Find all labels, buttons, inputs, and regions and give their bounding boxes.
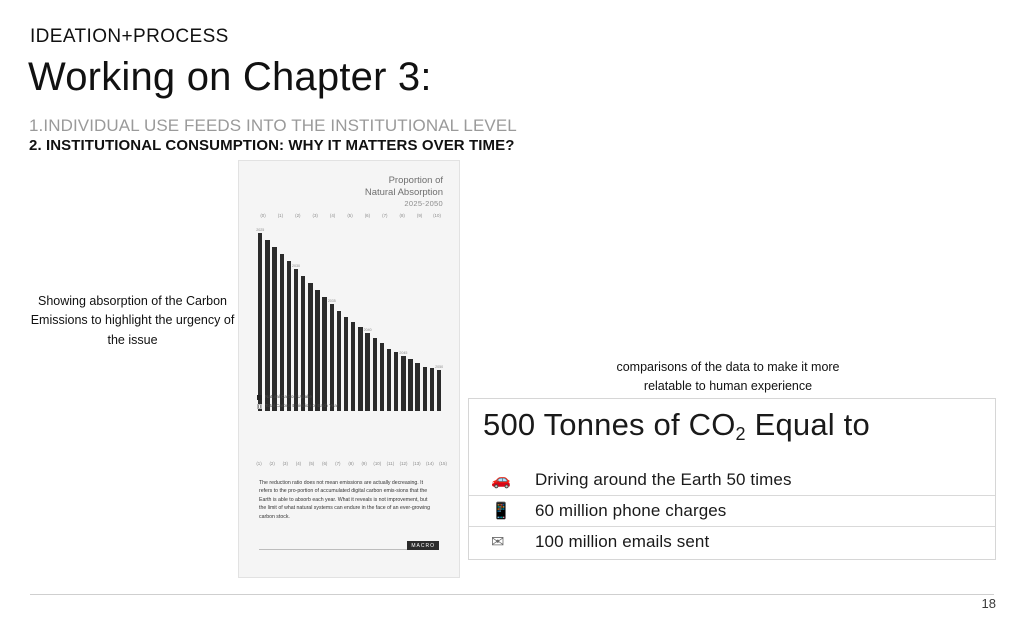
comparison-title-subscript: 2 [735,424,746,444]
chart-legend [257,393,338,410]
chart-top-percent-label: (6) [364,213,371,218]
chart-bar-fill [265,240,269,411]
chart-area [257,213,443,413]
chart-top-percent-label: (2) [295,213,301,218]
chart-bar [380,343,384,411]
chart-top-percent-axis [257,213,443,222]
footer-divider [30,594,994,595]
chart-poster [238,160,460,578]
car-icon: 🚗 [491,472,511,489]
poster-stamp: MACRO [407,541,439,550]
chart-bar [415,363,419,411]
chart-bar [423,367,427,412]
chart-bar [292,263,301,411]
chart-bar [358,327,362,411]
poster-inner [239,161,459,577]
poster-body-text: The reduction ratio does not mean emissions are actually decreasing. It refers to the pro-portion of accumulated digital carbon emis-sions that the Earth is able to absorb each year. What it reveals is not improvement, but the limit of what natural systems can endure in the face of an ever-growing carbon stock. [259,480,430,520]
chart-bar-fill [308,283,312,411]
chart-bottom-percent-label: (8) [348,461,354,466]
chart-bottom-percent-label: (9) [361,461,367,466]
chart-bar-year-label: 2035 [327,299,336,304]
chart-bar-fill [272,247,276,411]
chart-bottom-percent-label: (3) [282,461,288,466]
chart-bottom-percent-label: (4) [295,461,302,466]
chart-top-percent-label: (7) [382,213,388,218]
page-number: 18 [981,596,996,611]
chart-title-line-2: Natural Absorption [364,186,443,198]
chart-bar-fill [430,368,434,411]
chart-bar-year-label: 2040 [363,327,372,332]
chart-bottom-percent-label: (15) [439,461,447,466]
chart-bar-fill [351,322,355,411]
chart-bottom-percent-label: (2) [269,461,275,466]
chart-bar [363,327,372,411]
chart-bottom-percent-label: (1) [256,461,262,466]
chart-bar-fill [423,367,427,412]
chart-top-percent-label: (5) [347,213,353,218]
chart-bottom-percent-label: (12) [399,461,408,466]
comparison-row [469,496,995,527]
chart-bar-fill [373,338,377,411]
chart-title [365,175,443,208]
chart-bar-year-label: 2025 [256,228,265,232]
chart-bar-fill [301,276,305,411]
chart-bar-year-label: 2050 [435,365,444,370]
chart-bar [280,254,284,411]
chart-bottom-percent-label: (14) [425,461,434,466]
chart-bar [265,240,269,411]
comparison-row [469,465,995,496]
chart-bar [351,322,355,411]
chart-bar [408,359,412,411]
legend-item-uptake [257,393,338,402]
chart-bar [373,338,377,411]
chart-bottom-percent-label: (13) [412,461,421,466]
chart-top-percent-label: (3) [312,213,318,218]
chart-bar [435,365,444,411]
chart-bottom-percent-label: (6) [322,461,328,466]
chart-bottom-percent-label: (10) [373,461,382,466]
chart-top-percent-label: (0) [260,213,266,218]
chart-bar-fill [344,317,348,411]
chart-bar [344,317,348,411]
comparison-title-main: 500 Tonnes of CO [483,407,736,442]
phone-icon: 📱 [491,503,511,520]
chart-bottom-percent-label: (11) [386,461,395,466]
chart-bar-year-label: 2030 [292,263,301,268]
chart-bar [256,228,265,411]
comparison-row-label: 100 million emails sent [535,532,710,551]
chart-bar [301,276,305,411]
right-caption: comparisons of the data to make it more relatable to human experience [616,360,840,393]
chart-title-line-1: Proportion of [388,175,443,186]
chart-top-percent-label: (4) [329,213,336,218]
chart-bar [272,247,276,411]
chart-bar-fill [365,333,369,411]
legend-swatch-hatch-icon [257,404,262,409]
chart-bar-fill [280,254,284,411]
chart-bar-fill [358,327,362,411]
comparison-list [469,465,995,557]
chart-bar [287,261,291,411]
comparison-title [483,407,870,443]
comparison-row [469,527,995,557]
chart-bar-fill [415,363,419,411]
chart-bottom-percent-axis [251,461,451,469]
left-caption: Showing absorption of the Carbon Emissions to highlight the urgency of the issue [30,294,235,347]
chart-bar [399,350,408,411]
subtitle-line-2: 2. INSTITUTIONAL CONSUMPTION: WHY IT MATTERS OVER TIME? [29,137,515,154]
chart-bar [308,283,312,411]
chart-bottom-percent-label: (5) [308,461,315,466]
chart-bar-fill [387,349,391,411]
chart-bars [257,225,443,411]
legend-item-total [257,402,338,411]
chart-bar-fill [287,261,291,411]
comparison-card [468,398,996,560]
page-title: Working on Chapter 3: [28,55,432,99]
chart-top-percent-label: (9) [416,213,423,218]
chart-bar [430,368,434,411]
legend-label-total: Total Carbon Emission of Each Year [265,402,339,408]
slide-eyebrow: IDEATION+PROCESS [30,26,229,47]
envelope-icon: ✉ [491,534,505,551]
chart-top-percent-label: (8) [399,213,405,218]
chart-bar-fill [258,233,262,411]
comparison-title-tail: Equal to [745,407,870,442]
chart-bar-fill [437,370,441,411]
chart-title-range: 2025-2050 [404,198,443,208]
chart-bar [387,349,391,411]
chart-bar [394,352,398,411]
chart-bar-year-label: 2045 [399,350,408,355]
chart-top-percent-label: (1) [277,213,284,218]
chart-bar-fill [394,352,398,411]
legend-label-uptake: Natural Carbon Uptake [265,394,312,399]
chart-bar-fill [380,343,384,411]
chart-bottom-percent-label: (7) [335,461,341,466]
subtitle-line-1: 1.INDIVIDUAL USE FEEDS INTO THE INSTITUTIONAL LEVEL [29,116,517,135]
chart-bar-fill [294,269,298,411]
chart-bar-fill [408,359,412,411]
legend-swatch-solid-icon [257,395,262,400]
chart-bar-fill [401,356,405,411]
comparison-row-label: 60 million phone charges [535,501,727,520]
comparison-row-label: Driving around the Earth 50 times [535,470,792,489]
chart-top-percent-label: (10) [433,213,441,218]
